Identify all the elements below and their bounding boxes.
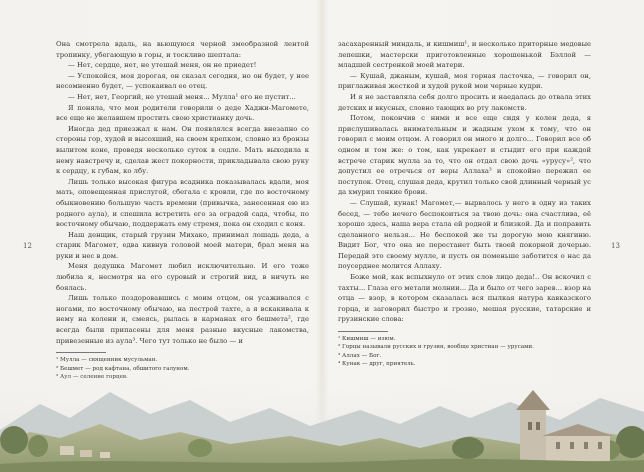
paragraph: — Кушай, джаным, кушай, моя горная ласточка, — говорил он, приглаживая жесткой и худой рукой мои черные кудри. (338, 71, 591, 91)
paragraph: Потом, покончив с ними и все еще сидя у колен деда, я прислушивалась внимательным и жадным ухом к тому, что он говорил с моим отцом. А говорил он много и долго... Говорил все об одном и том же: о том, как укрекает и стыдит его при каждой встрече старик мулла за то, что он отдал свою дочь «урусу»², что допустил ее отречься от веры Аллаха³ и спокойно пережил ее поступок. Отец, слушая деда, крутил только свой длинный черный ус да хмурил тонкие брови. (338, 114, 591, 197)
footnote: ⁴ Кунак — друг, приятель. (338, 361, 416, 368)
left-page-column (56, 39, 309, 381)
footnote-divider (338, 331, 388, 332)
paragraph: Я поняла, что мои родители говорили о деде Хаджи-Магомете, все еще не желавшем простить свою христианку дочь. (56, 103, 309, 123)
footnote: ¹ Кишмиш — изюм. (338, 336, 396, 343)
paragraph: — Слушай, кунак! Магомет,— вырвалось у него в одну из таких бесед, — тебе нечего беспокоиться за твою дочь: она счастлива, её хорошо здесь, наша вера стала ей родной и близкой. Да и поправить сделанного нельзя... Не беспокой же ты дорогую мою княгиню. Видит Бог, что она не перестанет быть твоей покорной дочерью. Передай это своему мулле, и пусть он поменьше заботится о нас да поусерднее молится Аллаху. (338, 198, 591, 271)
paragraph: Лишь только высокая фигура всадника показывалась вдали, моя мать, оповещенная прислугой, сбегала с кровли, где по восточному обыкновению большую часть времени (привычка, занесенная ею из родного аула), и спешила встретить его за оградой сада, чтобы, по восточному обычаю, поддержать ему стремя, пока он сходил с коня. (56, 177, 309, 229)
footnote: ³ Аллах — Бог. (338, 352, 382, 359)
paragraph: Боже мой, как вспыхнуло от этих слов лицо деда!.. Он вскочил с тахты... Глаза его метали молнии... Да и было от чего зарев... взор на отца — взор, в котором сказалась вся пылкая натура кавказского горца, и заговорил быстро и грозно, мешая русские, татарские и грузинские слова: (338, 273, 591, 324)
paragraph: — Нет, сердце, нет, не утешай меня, он не приедет! (68, 61, 257, 70)
paragraph: — Нет, нет, Георгий, не утешай меня... Мулла¹ его не пустит... (68, 92, 296, 101)
paragraph: — Успокойся, моя дорогая, он сказал сегодня, но он будет, у нее несомненно будет, — успокаивал ее отец. (56, 71, 309, 91)
right-page-column (338, 39, 591, 369)
right-page-text (338, 39, 591, 325)
paragraph: Она смотрела вдаль, на вьющуюся черной змеобразной лентой тропинку, убегающую в горы, и тоскливо шептала: (56, 40, 309, 59)
footnote: ² Горцы называли русских и грузин, вообще христиан — урусами. (338, 344, 534, 351)
page-number-right: 13 (611, 242, 620, 250)
paragraph: Наш денщик, старый грузин Михако, принимал лошадь деда, а старик Магомет, едва кивнув головой моей матери, брал меня на руки и нес в дом. (56, 230, 309, 260)
landscape-illustration (0, 352, 644, 472)
paragraph: Лишь только поздоровавшись с моим отцом, он усаживался с ногами, по восточному обычаю, на пестрой тахте, а я вскакивала к нему на колени и, смеясь, рылась в карманах его бешмета², где всегда были припасены для меня разные вкусные лакомства, привезенные из аула³. Чего тут только не было — и (56, 294, 309, 345)
page-number-left: 12 (23, 242, 32, 250)
paragraph: Иногда дед приезжал к нам. Он появлялся всегда внезапно со стороны гор, худой и высохший, на своем крепком, словно из бронзы вылитом коне, проведя несколько суток в седле. Мать выходила к нему навстречу и, сделав жест покорности, прикладывала свою руку к сердцу, к губам, ко лбу. (56, 124, 309, 176)
paragraph: засахаренный миндаль, и кишмиш¹, и несколько приторные медовые лепешки, мастерски приготовленные хорошенькой Бэллой — младшей сестренкой моей матери. (338, 40, 591, 70)
left-page-text (56, 39, 309, 346)
paragraph: И я не заставляла себя долго просить и наедалась до отвала этих детских и вкусных, словно тающих во рту лакомств. (338, 92, 591, 112)
footnote: ¹ Мулла — священник мусульман. (56, 357, 158, 364)
paragraph: Меня дедушка Магомет любил исключительно. И его тоже любила я, несмотря на его суровый и строгий вид, в ничуть не боялась. (56, 262, 309, 292)
footnote: ² Бешмет — род кафтана, обшитого галуном. (56, 365, 190, 372)
